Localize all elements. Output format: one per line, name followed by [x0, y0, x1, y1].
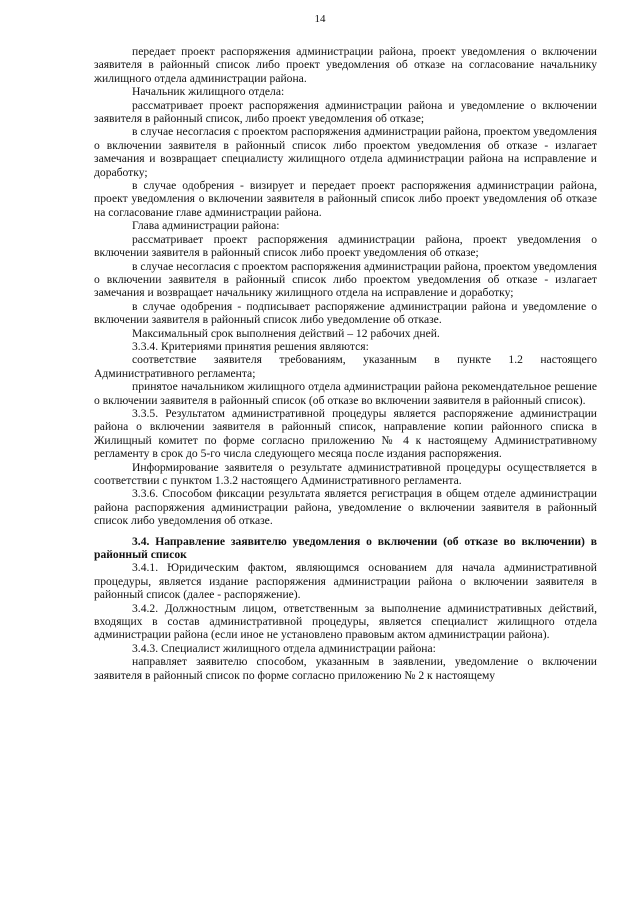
paragraph: Начальник жилищного отдела: — [132, 85, 285, 99]
spacer — [94, 528, 597, 535]
paragraph: в случае несогласия с проектом распоряжения администрации района, проектом уведомления о включении заявителя в районный список либо проектом уведомления об отказе - излагает замечания и возвращает начальнику жилищного отдела на исправление и доработку; — [94, 259, 597, 300]
paragraph: 3.4.1. Юридическим фактом, являющимся основанием для начала административной процедуры, является издание распоряжения администрации района о включении заявителя в районный список (далее - распоряжение). — [94, 561, 597, 602]
section-heading: 3.4. Направление заявителю уведомления о включении (об отказе во включении) в районный список — [94, 534, 597, 562]
paragraph: 3.3.6. Способом фиксации результата является регистрация в общем отделе администрации района распоряжения администрации района, уведомление о включении заявителя в районный список либо уведомления об отказе. — [94, 487, 597, 528]
paragraph: рассматривает проект распоряжения администрации района и уведомление о включении заявителя в районный список, либо проект уведомления об отказе; — [94, 98, 597, 126]
paragraph: Информирование заявителя о результате административной процедуры осуществляется в соответствии с пунктом 1.3.2 настоящего Административного регламента. — [94, 460, 597, 487]
paragraph: рассматривает проект распоряжения администрации района, проект уведомления о включении заявителя в районный список либо проект уведомления об отказе; — [94, 232, 597, 260]
paragraph: Максимальный срок выполнения действий – 12 рабочих дней. — [132, 326, 440, 340]
paragraph: в случае одобрения - визирует и передает проект распоряжения администрации района, проект уведомления о включении заявителя в районный список либо проект уведомления об отказе на согласование главе администрации района. — [94, 179, 597, 219]
paragraph: 3.3.4. Критериями принятия решения являются: — [132, 339, 369, 353]
paragraph: в случае несогласия с проектом распоряжения администрации района, проектом уведомления о включении заявителя в районный список либо проектом уведомления об отказе - излагает замечания и возвращает специалисту жилищного отдела администрации района на исправление и доработку; — [94, 125, 597, 179]
document-body — [94, 45, 597, 682]
paragraph: принятое начальником жилищного отдела администрации района рекомендательное решение о включении заявителя в районный список (об отказе во включении заявителя в районный список). — [94, 380, 597, 407]
page-number: 14 — [314, 13, 326, 25]
paragraph: 3.3.5. Результатом административной процедуры является распоряжение администрации района о включении заявителя в районный список, направление копии районного списка в Жилищный комитет по форме согласно приложению № 4 к настоящему Административному регламенту в срок до 5-го числа следующего месяца после издания распоряжения. — [94, 406, 597, 461]
paragraph: 3.4.3. Специалист жилищного отдела администрации района: — [132, 641, 436, 655]
paragraph: соответствие заявителя требованиям, указанным в пункте 1.2 настоящего Административного регламента; — [94, 353, 597, 380]
paragraph: передает проект распоряжения администрации района, проект уведомления о включении заявителя в районный список либо проект уведомления об отказе на согласование начальнику жилищного отдела администрации района. — [94, 45, 597, 85]
paragraph: направляет заявителю способом, указанным в заявлении, уведомление о включении заявителя в районный список по форме согласно приложению № 2 к настоящему — [94, 655, 597, 682]
paragraph: Глава администрации района: — [132, 219, 280, 233]
paragraph: 3.4.2. Должностным лицом, ответственным за выполнение административных действий, входящих в состав административной процедуры, является специалист жилищного отдела администрации района (если иное не установлено правовым актом администрации района). — [94, 601, 597, 642]
paragraph: в случае одобрения - подписывает распоряжение администрации района и уведомление о включении заявителя в районный список либо уведомление об отказе. — [94, 299, 597, 327]
